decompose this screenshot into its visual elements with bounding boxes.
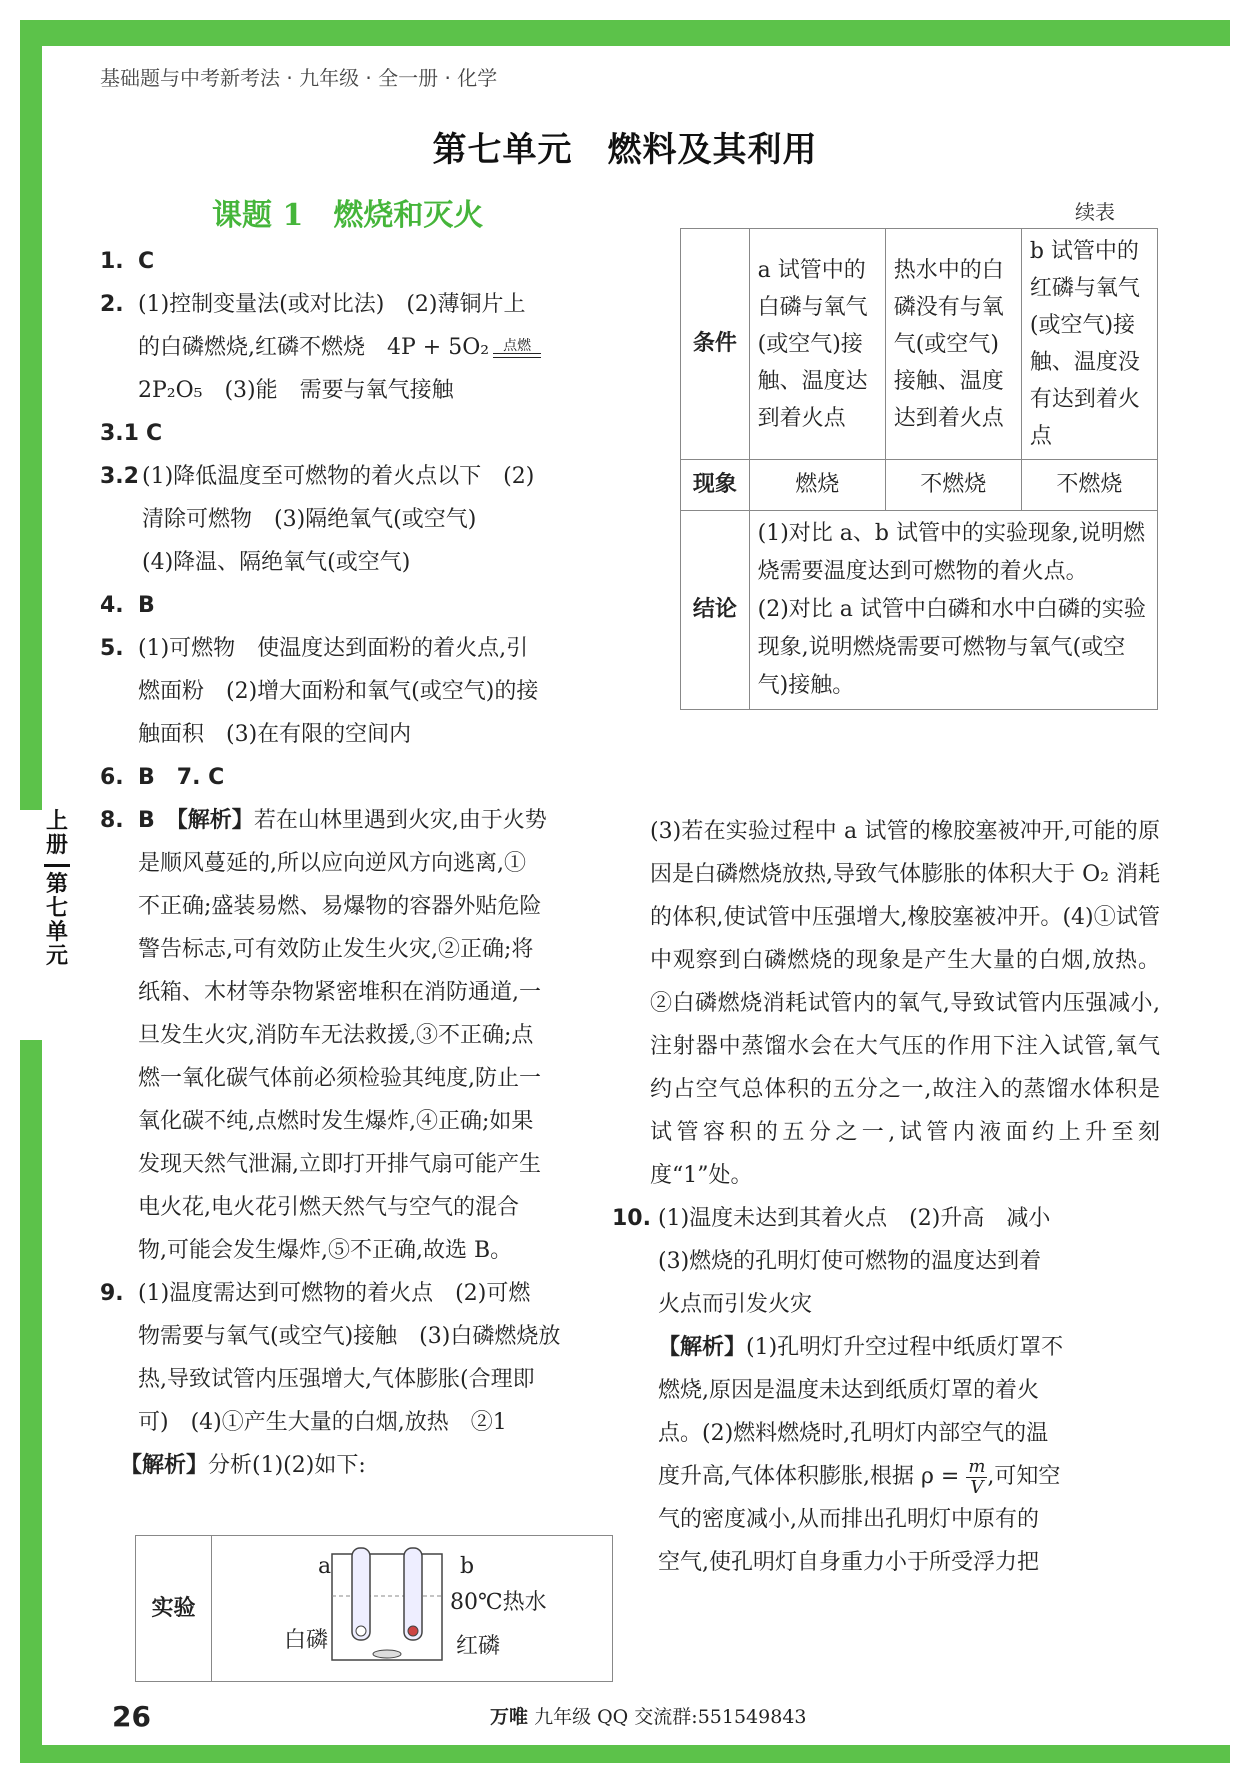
question-5: 5. (1)可燃物 使温度达到面粉的着火点,引 燃面粉 (2)增大面粉和氧气(或空气)的接 触面积 (3)在有限的空间内	[100, 636, 539, 747]
page-number: 26	[112, 1700, 151, 1733]
continued-table	[680, 228, 1158, 710]
cell-phen-2: 不燃烧	[885, 460, 1021, 511]
cell-phen-1: 燃烧	[749, 460, 885, 511]
tube-a-label: a	[318, 1554, 332, 1579]
beaker-diagram	[212, 1536, 612, 1666]
side-tab-divider	[44, 864, 70, 867]
question-3-1: 3.1 C	[100, 421, 163, 446]
red-phosphorus-label: 红磷	[456, 1634, 501, 1659]
continued-label: 续表	[1075, 200, 1115, 224]
row-conclusion: 结论 (1)对比 a、b 试管中的实验现象,说明燃烧需要温度达到可燃物的着火点。 (2)对比 a 试管中白磷和水中白磷的实验现象,说明燃烧需要可燃物与氧气(或空气)接触。	[681, 511, 1158, 710]
question-10: 10. (1)温度未达到其着火点 (2)升高 减小 (3)燃烧的孔明灯使可燃物的温度达到着 火点而引发火灾 【解析】(1)孔明灯升空过程中纸质灯罩不 燃烧,原因是温度未达到纸质灯罩的着火 点。(2)燃料燃烧时,孔明灯内部空气的温 度升高,气体体积膨胀,根据 ρ = $\frac{m}{V}$ ,可知空 气的密度减小,从而排出孔明灯中原有的 空气,使孔明灯自身重力小于所受浮力把	[612, 1206, 1064, 1575]
cell-cond-1: a 试管中的白磷与氧气(或空气)接触、温度达到着火点	[749, 229, 885, 460]
experiment-table	[135, 1535, 613, 1682]
tube-b-label: b	[460, 1554, 475, 1579]
bottom-border	[20, 1745, 1230, 1763]
row-conditions: 条件 a 试管中的白磷与氧气(或空气)接触、温度达到着火点 热水中的白磷没有与氧气(或空气)接触、温度达到着火点 b 试管中的红磷与氧气(或空气)接触、温度没有达到着火点	[681, 229, 1158, 460]
experiment-header: 实验	[136, 1536, 212, 1682]
left-border-lower	[20, 1040, 42, 1760]
cell-phen-3: 不燃烧	[1021, 460, 1157, 511]
question-3-2: 3.2 (1)降低温度至可燃物的着火点以下 (2) 清除可燃物 (3)隔绝氧气(或空气) (4)降温、隔绝氧气(或空气)	[100, 464, 535, 575]
right-column	[612, 810, 1160, 1584]
question-8: 8. B 【解析】若在山林里遇到火灾,由于火势 是顺风蔓延的,所以应向逆风方向逃离,① 不正确;盛装易燃、易爆物的容器外贴危险 警告标志,可有效防止发生火灾,②正确;将 纸箱、木材等杂物紧密堆积在消防通道,一 旦发生火灾,消防车无法救援,③不正确;点 燃一氧化碳气体前必须检验其纯度,防止一 氧化碳不纯,点燃时发生爆炸,④正确;如果 发现天然气泄漏,立即打开排气扇可能产生 电火花,电火花引燃天然气与空气的混合 物,可能会发生爆炸,⑤不正确,故选 B。	[100, 808, 547, 1263]
top-border	[20, 20, 1230, 46]
row-phenomena: 现象 燃烧 不燃烧 不燃烧	[681, 460, 1158, 511]
question-1: 1. C	[100, 249, 155, 274]
q9-continued-paragraph: (3)若在实验过程中 a 试管的橡胶塞被冲开,可能的原因是白磷燃烧放热,导致气体膨胀的体积大于 O₂ 消耗的体积,使试管中压强增大,橡胶塞被冲开。(4)①试管中观察到白磷燃烧的现象是产生大量的白烟,放热。②白磷燃烧消耗试管内的氧气,导致试管内压强减小,注射器中蒸馏水会在大气压的作用下注入试管,氧气约占空气总体积的五分之一,故注入的蒸馏水体积是试管容积的五分之一,试管内液面约上升至刻度“1”处。	[650, 819, 1160, 1188]
reaction-condition: 点燃	[493, 339, 541, 358]
question-4: 4. B	[100, 593, 155, 618]
lesson-title: 课题 1 燃烧和灭火	[212, 198, 484, 233]
question-9: 9. (1)温度需达到可燃物的着火点 (2)可燃 物需要与氧气(或空气)接触 (3)白磷燃烧放 热,导致试管内压强增大,气体膨胀(合理即 可) (4)①产生大量的白烟,放热 ②1	[100, 1281, 561, 1435]
footer: 万唯 九年级 QQ 交流群:551549843	[490, 1706, 807, 1728]
unit-title: 第七单元 燃料及其利用	[432, 130, 818, 170]
cell-conclusion: (1)对比 a、b 试管中的实验现象,说明燃烧需要温度达到可燃物的着火点。 (2)对比 a 试管中白磷和水中白磷的实验现象,说明燃烧需要可燃物与氧气(或空气)接触。	[749, 511, 1157, 710]
hot-water-label: 80℃热水	[450, 1590, 547, 1615]
side-tab-part: 上册	[45, 809, 68, 858]
side-tab-unit: 第七单元	[45, 872, 68, 969]
cell-cond-2: 热水中的白磷没有与氧气(或空气)接触、温度达到着火点	[885, 229, 1021, 460]
book-header: 基础题与中考新考法 · 九年级 · 全一册 · 化学	[100, 66, 498, 90]
white-phosphorus-label: 白磷	[284, 1628, 329, 1653]
density-fraction: $\frac{m}{V}$	[968, 1455, 986, 1498]
question-6-7: 6. B 7. C	[100, 765, 225, 790]
experiment-figure	[212, 1536, 613, 1682]
question-2: 2. (1)控制变量法(或对比法) (2)薄铜片上 的白磷燃烧,红磷不燃烧 4P + 5O₂ 点燃 2P₂O₅ (3)能 需要与氧气接触	[100, 283, 615, 412]
q9-analysis: 【解析】分析(1)(2)如下:	[120, 1453, 366, 1478]
side-tab	[42, 810, 72, 969]
left-column	[100, 240, 615, 1487]
cell-cond-3: b 试管中的红磷与氧气(或空气)接触、温度没有达到着火点	[1021, 229, 1157, 460]
